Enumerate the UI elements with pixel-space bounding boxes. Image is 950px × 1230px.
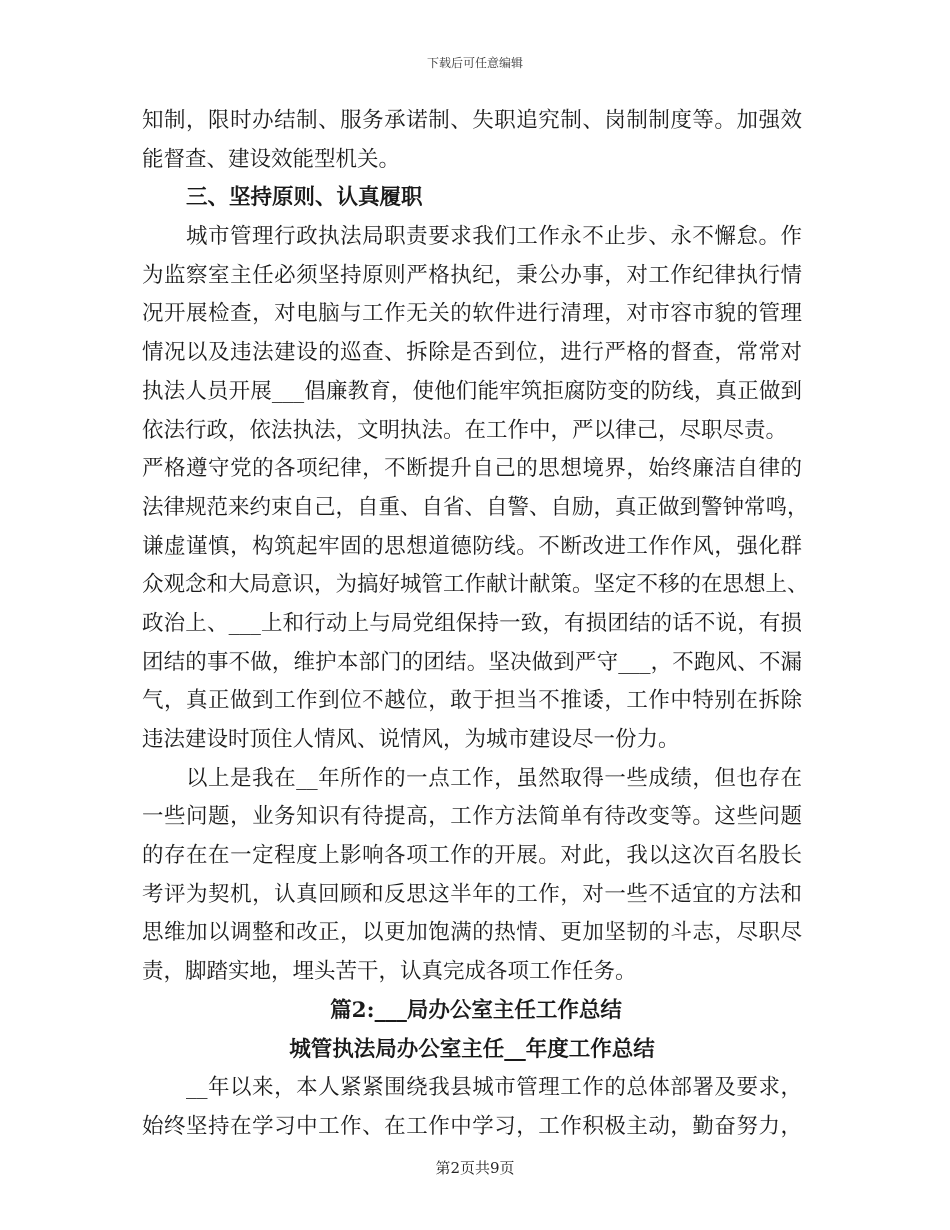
- body-line: 团结的事不做，维护本部门的团结。坚决做到严守___，不跑风、不漏: [142, 649, 802, 675]
- body-line: 始终坚持在学习中工作、在工作中学习，工作积极主动，勤奋努力，: [142, 1113, 802, 1139]
- body-line: 严格遵守党的各项纪律，不断提升自己的思想境界，始终廉洁自律的: [142, 456, 802, 482]
- body-line: 政治上、___上和行动上与局党组保持一致，有损团结的话不说，有损: [142, 610, 802, 636]
- body-line: 违法建设时顶住人情风、说情风，为城市建设尽一份力。: [142, 727, 680, 752]
- document-body: [142, 106, 809, 1151]
- body-line: 众观念和大局意识，为搞好城管工作献计献策。坚定不移的在思想上、: [142, 572, 809, 598]
- body-line: 考评为契机，认真回顾和反思这半年的工作，对一些不适宜的方法和: [142, 881, 802, 907]
- body-line: __年以来，本人紧紧围绕我县城市管理工作的总体部署及要求，: [186, 1075, 802, 1101]
- body-line: 知制，限时办结制、服务承诺制、失职追究制、岗制制度等。加强效: [142, 108, 802, 133]
- body-line: 责，脚踏实地，埋头苦干，认真完成各项工作任务。: [142, 959, 637, 985]
- body-line: 的存在在一定程度上影响各项工作的开展。对此，我以这次百名股长: [142, 843, 802, 869]
- body-line: 依法行政，依法执法，文明执法。在工作中，严以律己，尽职尽责。: [142, 417, 788, 443]
- body-line: 谦虚谨慎，构筑起牢固的思想道德防线。不断改进工作作风，强化群: [142, 533, 802, 559]
- body-line: 法律规范来约束自己，自重、自省、自警、自励，真正做到警钟常鸣，: [142, 494, 809, 520]
- body-line: 一些问题，业务知识有待提高，工作方法简单有待改变等。这些问题: [142, 804, 802, 830]
- header-note: 下载后可任意编辑: [426, 56, 523, 70]
- body-line: 以上是我在__年所作的一点工作，虽然取得一些成绩，但也存在: [186, 765, 802, 791]
- body-line: 城市管理行政执法局职责要求我们工作永不止步、永不懈怠。作: [186, 224, 802, 250]
- body-line: 气，真正做到工作到位不越位，敢于担当不推诿，工作中特别在拆除: [142, 688, 802, 714]
- section-heading: 三、坚持原则、认真履职: [186, 185, 423, 211]
- chapter-title: 篇2:___局办公室主任工作总结: [330, 997, 622, 1023]
- document-title: 城管执法局办公室主任__年度工作总结: [289, 1036, 655, 1062]
- body-line: 为监察室主任必须坚持原则严格执纪，秉公办事，对工作纪律执行情: [142, 262, 802, 288]
- body-line: 况开展检查，对电脑与工作无关的软件进行清理，对市容市貌的管理: [142, 301, 802, 327]
- page-number: 第2页共9页: [435, 1159, 515, 1177]
- body-line: 能督查、建设效能型机关。: [142, 146, 401, 172]
- body-line: 思维加以调整和改正，以更加饱满的热情、更加坚韧的斗志，尽职尽: [142, 920, 802, 946]
- body-line: 执法人员开展___倡廉教育，使他们能牢筑拒腐防变的防线，真正做到: [142, 378, 802, 404]
- body-line: 情况以及违法建设的巡查、拆除是否到位，进行严格的督查，常常对: [142, 340, 802, 366]
